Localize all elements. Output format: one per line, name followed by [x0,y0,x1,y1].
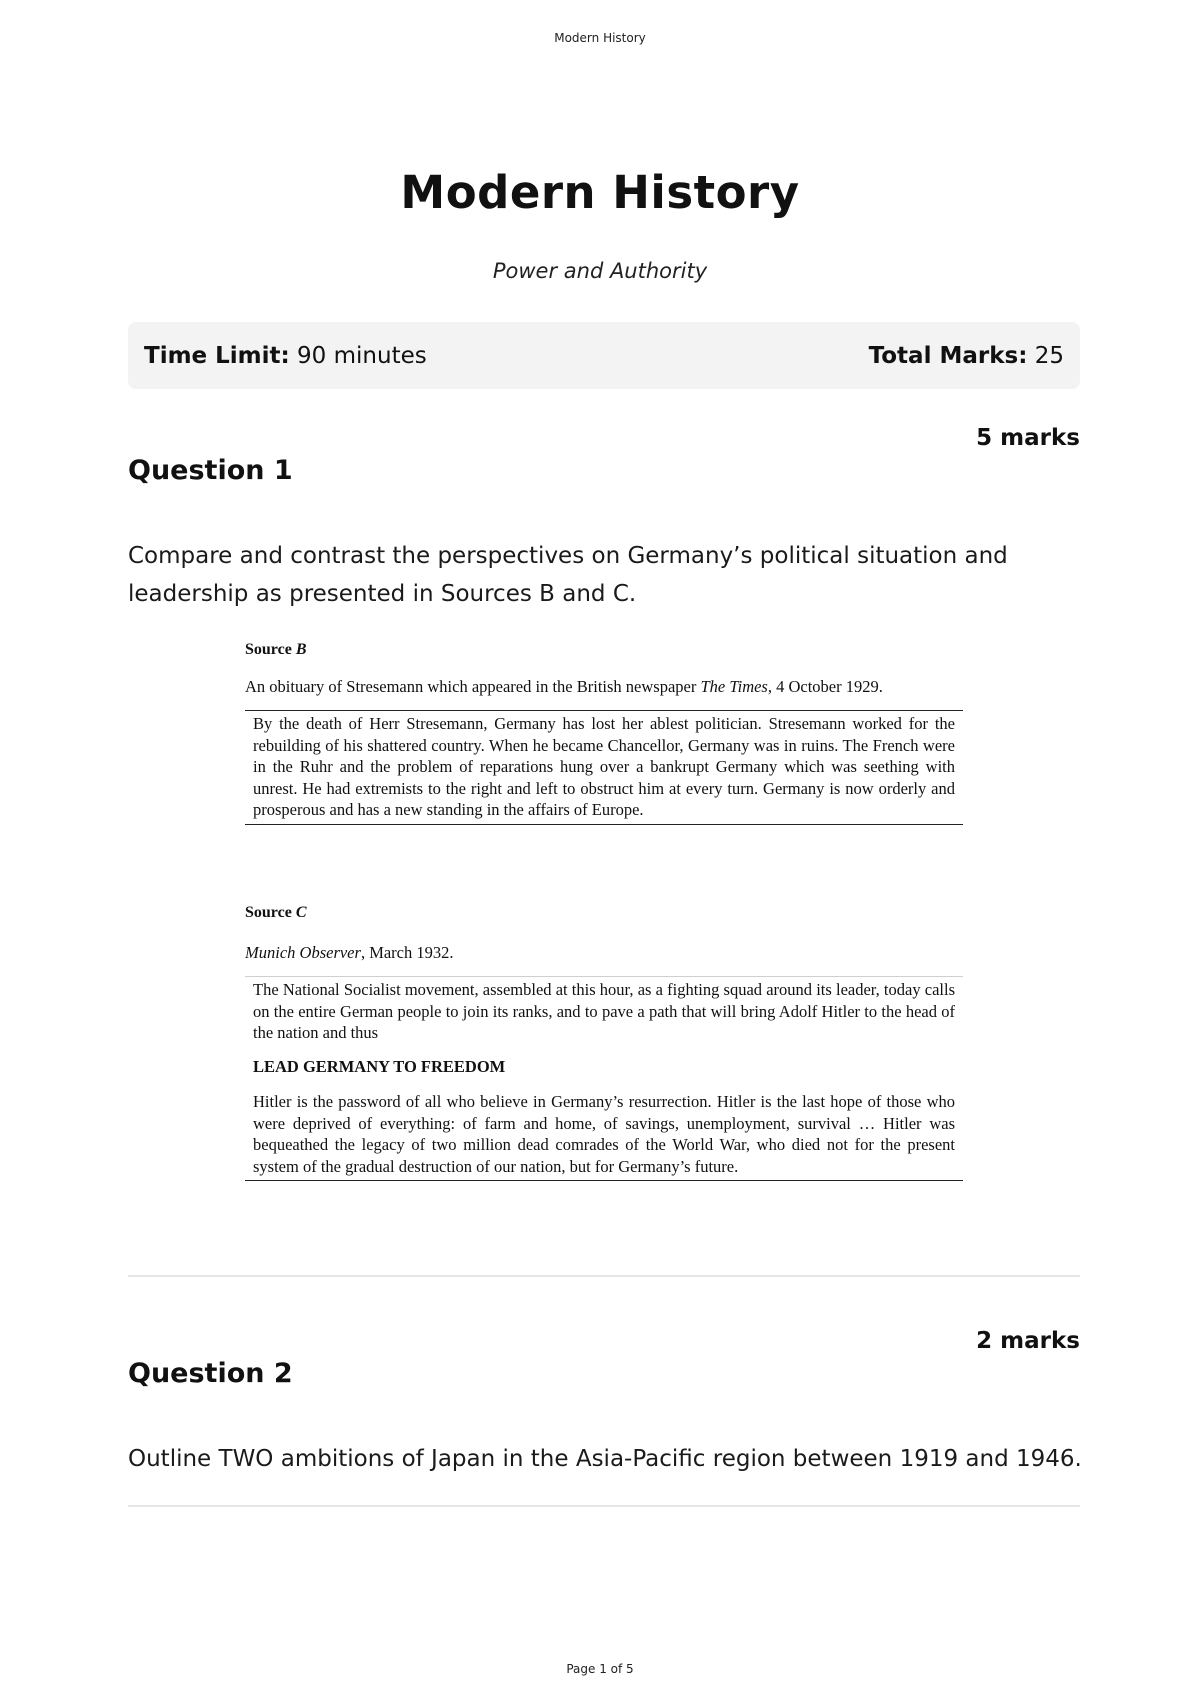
source-c-body-box [245,976,963,1181]
running-header: Modern History [554,31,646,45]
source-c [245,904,963,1181]
source-c-caption-italic: Munich Observer [245,943,361,962]
question-1-text: Compare and contrast the perspectives on Germany’s political situation and leadership as presented in Sources B and C. [128,543,1008,607]
total-marks-value: 25 [1034,342,1064,369]
source-c-label: Source C [245,904,307,921]
source-b-body: By the death of Herr Stresemann, Germany has lost her ablest politician. Stresemann worked for the rebuilding of his shattered country. When he became Chancellor, Germany was in ruins. The French were in the Ruhr and the problem of reparations hung over a bankrupt Germany which was seething with unrest. He had extremists to the right and left to obstruct him at every turn. Germany is now orderly and prosperous and has a new standing in the affairs of Europe. [253,714,955,819]
source-b-caption-pre: An obituary of Stresemann which appeared in the British newspaper [245,677,701,696]
time-limit-value: 90 minutes [297,342,427,369]
source-c-para-1: The National Socialist movement, assembled at this hour, as a fighting squad around its leader, today calls on the entire German people to join its ranks, and to pave a path that will bring Adolf Hitler to the head of the nation and thus [253,980,955,1042]
source-b-caption [245,676,963,697]
question-1-marks: 5 marks [976,425,1080,451]
source-b-label: Source B [245,641,307,658]
question-2-text: Outline TWO ambitions of Japan in the Asia-Pacific region between 1919 and 1946. [128,1446,1082,1472]
question-divider [128,1275,1080,1277]
exam-info-box [128,322,1080,389]
question-2-title: Question 2 [128,1358,293,1389]
source-b-body-box [245,710,963,825]
source-b-caption-italic: The Times [700,677,768,696]
page-title: Modern History [400,166,800,219]
page-number: Page 1 of 5 [566,1662,634,1676]
source-c-caption [245,942,963,963]
total-marks-label: Total Marks: [868,342,1028,369]
question-2-marks: 2 marks [976,1328,1080,1354]
question-1-title: Question 1 [128,455,293,486]
source-c-headline: LEAD GERMANY TO FREEDOM [253,1056,506,1076]
total-marks [869,343,1064,369]
time-limit-label: Time Limit: [144,342,290,369]
source-b [245,641,963,825]
source-c-caption-post: , March 1932. [360,943,454,962]
question-divider [128,1505,1080,1507]
time-limit [144,343,427,369]
page-subtitle: Power and Authority [492,259,708,283]
source-c-para-2: Hitler is the password of all who believe in Germany’s resurrection. Hitler is the last hope of those who were deprived of everything: of farm and home, of savings, unemployment, survival … Hitler was bequeathed the legacy of two million dead comrades of the World War, who died not for the present system of the gradual destruction of our nation, but for Germany’s future. [253,1092,955,1176]
source-b-caption-post: , 4 October 1929. [767,677,883,696]
